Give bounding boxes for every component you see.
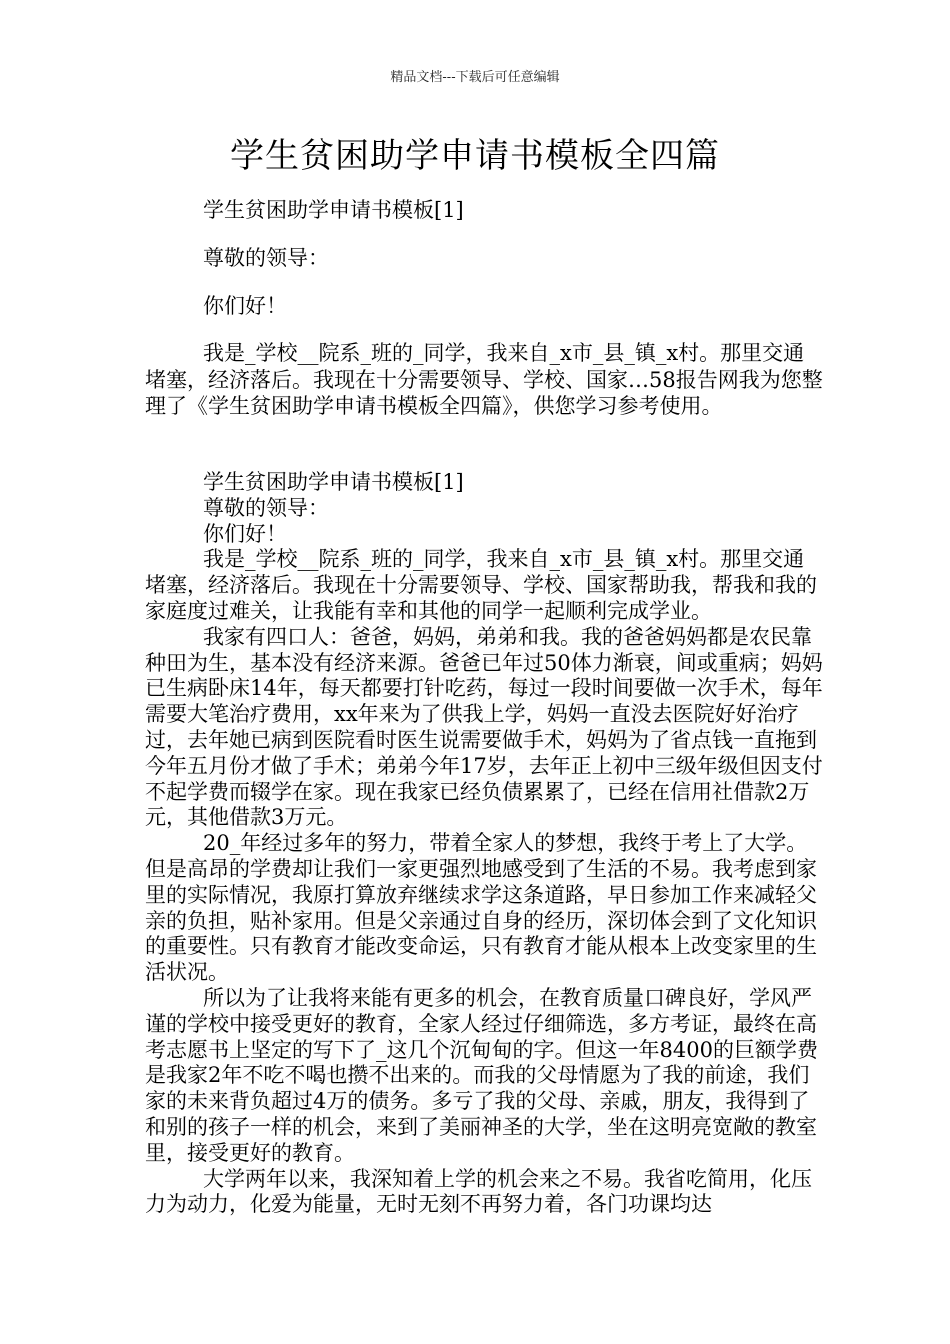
letter-paragraph: 大学两年以来，我深知着上学的机会来之不易。我省吃简用，化压力为动力，化爱为能量，无时无刻不再努力着，各门功课均达 bbox=[145, 1166, 812, 1217]
document-title: 学生贫困助学申请书模板全四篇 bbox=[230, 136, 720, 176]
intro-subtitle: 学生贫困助学申请书模板[1] bbox=[203, 198, 464, 222]
letter-salutation: 尊敬的领导： bbox=[203, 495, 329, 520]
intro-paragraph: 我是_学校__院系_班的_同学，我来自_x市_县_镇_x村。那里交通堵塞，经济落后。我现在十分需要领导、学校、国家…58报告网我为您整理了《学生贫困助学申请书模板全四篇》，供您学习参考使用。 bbox=[145, 341, 823, 418]
letter-subtitle: 学生贫困助学申请书模板[1] bbox=[203, 470, 464, 494]
letter-paragraph: 我家有四口人：爸爸，妈妈，弟弟和我。我的爸爸妈妈都是农民靠种田为生，基本没有经济来源。爸爸已年过50体力渐衰，间或重病；妈妈已生病卧床14年，每天都要打针吃药，每过一段时间要做一次手术，每年需要大笔治疗费用，xx年来为了供我上学，妈妈一直没去医院好好治疗过，去年她已病到医院看时医生说需要做手术，妈妈为了省点钱一直拖到今年五月份才做了手术；弟弟今年17岁，去年正上初中三级年级但因支付不起学费而辍学在家。现在我家已经负债累累了，已经在信用社借款2万元，其他借款3万元。 bbox=[145, 624, 823, 830]
letter-greeting: 你们好！ bbox=[203, 521, 287, 546]
intro-salutation: 尊敬的领导： bbox=[203, 246, 329, 270]
page-header: 精品文档---下载后可任意编辑 bbox=[390, 70, 560, 85]
letter-section bbox=[145, 470, 823, 1218]
intro-section bbox=[145, 196, 823, 439]
letter-paragraph: 20_年经过多年的努力，带着全家人的梦想，我终于考上了大学。但是高昂的学费却让我们一家更强烈地感受到了生活的不易。我考虑到家里的实际情况，我原打算放弃继续求学这条道路，早日参加工作来减轻父亲的负担，贴补家用。但是父亲通过自身的经历，深切体会到了文化知识的重要性。只有教育才能改变命运，只有教育才能从根本上改变家里的生活状况。 bbox=[145, 831, 817, 985]
intro-greeting: 你们好！ bbox=[203, 294, 287, 318]
letter-paragraph: 所以为了让我将来能有更多的机会，在教育质量口碑良好，学风严谨的学校中接受更好的教育，全家人经过仔细筛选，多方考证，最终在高考志愿书上坚定的写下了_这几个沉甸甸的字。但这一年8400的巨额学费是我家2年不吃不喝也攒不出来的。而我的父母情愿为了我的前途，我们家的未来背负超过4万的债务。多亏了我的父母、亲戚，朋友，我得到了和别的孩子一样的机会，来到了美丽神圣的大学，坐在这明亮宽敞的教室里，接受更好的教育。 bbox=[145, 985, 818, 1165]
letter-paragraph: 我是_学校__院系_班的_同学，我来自_x市_县_镇_x村。那里交通堵塞，经济落后。我现在十分需要领导、学校、国家帮助我，帮我和我的家庭度过难关，让我能有幸和其他的同学一起顺利完成学业。 bbox=[145, 547, 817, 623]
